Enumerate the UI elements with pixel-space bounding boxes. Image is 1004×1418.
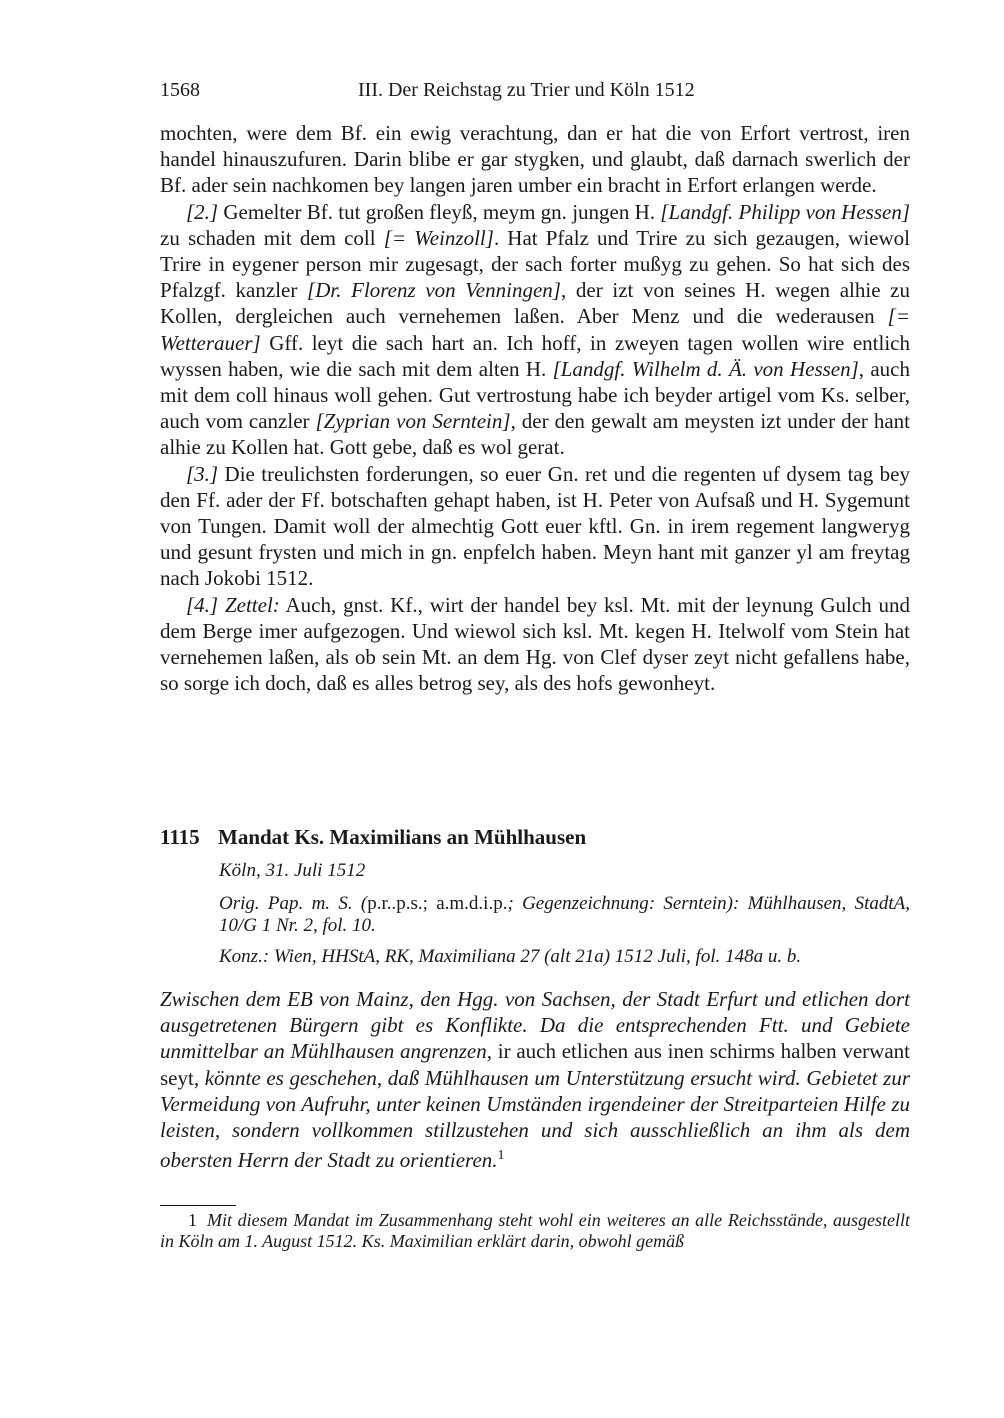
regest-text: , könnte es geschehen, daß Mühlhausen um Unterstützung ersucht wird. Gebietet zur Vermeidung von Aufruhr, unter keinen Umständen irgendeiner der Streitparteien Hilfe zu leisten, sondern vollkommen stillzustehen und sich ausschließlich an ihm als dem obersten Herrn der Stadt zu orientieren. xyxy=(160,1065,910,1173)
editorial-note: [Zyprian von Serntein] xyxy=(315,409,511,434)
text-run: Gemelter Bf. tut großen fleyß, meym gn. jungen H. xyxy=(218,199,661,224)
concept-source: Konz.: Wien, HHStA, RK, Maximiliana 27 (alt 21a) 1512 Juli, fol. 148a u. b. xyxy=(219,946,802,967)
paragraph-marker: [4.] Zettel: xyxy=(186,592,280,617)
running-title: III. Der Reichstag zu Trier und Köln 1512 xyxy=(358,79,695,101)
text-run: , auch mit dem coll hinaus woll gehen. Gut vertrostung habe ich beyder artigel vom Ks. selber, auch vom canzler xyxy=(160,356,910,434)
text-run: Gff. leyt die sach hart an. Ich hoff, in zweyen tagen wollen wire entlich wyssen haben, wie die sach mit dem alten H. xyxy=(160,330,910,381)
regest-summary xyxy=(160,986,910,1173)
letter-body xyxy=(160,120,910,696)
editorial-note: [Landgf. Philipp von Hessen] xyxy=(660,199,910,224)
document-number: 1115 xyxy=(160,825,200,849)
footnote-divider xyxy=(160,1205,236,1206)
paragraph-marker: [3.] xyxy=(186,461,219,486)
running-header xyxy=(160,79,910,107)
text-run: Auch, gnst. Kf., wirt der handel bey ksl. Mt. mit der leynung Gulch und dem Berge imer aufgezogen. Und wiewol sich ksl. Mt. kegen H. Itelwolf vom Stein hat vernehemen laßen, als ob sein Mt. an dem Hg. von Clef dyser zeyt nicht gefallens habe, so sorge ich doch, daß es alles betrog sey, als des hofs gewonheyt. xyxy=(160,592,910,696)
page-number: 1568 xyxy=(160,79,200,101)
paragraph-4 xyxy=(160,592,910,697)
footnote-reference[interactable]: 1 xyxy=(497,1148,505,1164)
paragraph-text: mochten, were dem Bf. ein ewig verachtung, dan er hat die von Erfort vertrost, iren handel hinauszufuren. Darin blibe er gar stygken, und glaubt, daß darnach swerlich der Bf. ader sein nachkomen bey langen jaren umber ein bracht in Erfort erlangen werde. xyxy=(160,121,910,198)
document-title: Mandat Ks. Maximilians an Mühlhausen xyxy=(218,825,587,849)
source-abbrev: p.r..p.s.; xyxy=(367,893,428,914)
document-heading xyxy=(160,825,910,850)
source-text: Orig. Pap. m. S. ( xyxy=(219,893,368,914)
regest-text: Zwischen dem EB von Mainz, den Hgg. von Sachsen, der Stadt Erfurt und etlichen dort ausgetretenen Bürgern gibt es Konflikte. Da die entsprechenden Ftt. und Gebiete unmittelbar an Mühlhausen angrenzen, xyxy=(160,987,910,1064)
original-source xyxy=(219,893,910,937)
text-run: . Hat Pfalz und Trire zu sich gezaugen, wiewol Trire in eygener person mir zugesagt, der sach forter mußyg zu gehen. So hat sich des Pfalzgf. kanzler xyxy=(160,225,911,303)
source-text xyxy=(428,893,436,914)
footnote-text: Mit diesem Mandat im Zusammenhang steht wohl ein weiteres an alle Reichsstände, ausgestellt in Köln am 1. August 1512. Ks. Maximilian erklärt darin, obwohl gemäß xyxy=(160,1210,910,1251)
editorial-note: [Landgf. Wilhelm d. Ä. von Hessen] xyxy=(552,356,859,381)
editorial-note: [= Weinzoll] xyxy=(383,225,494,250)
text-run: , der den gewalt am meysten izt under der hant alhie zu Kollen hat. Gott gebe, daß es wol gerat. xyxy=(160,409,911,460)
source-text: ; Gegenzeichnung: Serntein): Mühlhausen, StadtA, 10/G 1 Nr. 2, fol. 10. xyxy=(219,893,910,936)
footnote xyxy=(160,1210,910,1252)
footnote-number: 1 xyxy=(188,1210,197,1230)
paragraph-marker: [2.] xyxy=(186,199,219,224)
text-run: zu schaden mit dem coll xyxy=(160,225,384,250)
regest-quote: ir auch etlichen aus inen schirms halben verwant seyt xyxy=(160,1039,910,1090)
editorial-note: [= Wetterauer] xyxy=(160,304,910,355)
paragraph-2 xyxy=(160,199,910,461)
editorial-note: [Dr. Florenz von Venningen] xyxy=(307,278,561,303)
text-run: Die treulichsten forderungen, so euer Gn. ret und die regenten uf dysem tag bey den Ff. ader der Ff. botschaften gehapt haben, ist H. Peter von Aufsaß und H. Sygemunt von Tungen. Damit woll der almechtig Gott euer kftl. Gn. in irem regement langweryg und gesunt frysten und mich in gn. enpfelch haben. Meyn hant mit ganzer yl am freytag nach Jokobi 1512. xyxy=(160,461,910,591)
paragraph-3 xyxy=(160,461,910,592)
source-abbrev: a.m.d.i.p. xyxy=(436,893,508,914)
place-date: Köln, 31. Juli 1512 xyxy=(219,860,366,881)
paragraph-1 xyxy=(160,120,910,199)
text-run: , der izt von seines H. wegen alhie zu Kollen, dergleichen auch vernehemen laßen. Aber Menz und die wederausen xyxy=(160,278,911,329)
